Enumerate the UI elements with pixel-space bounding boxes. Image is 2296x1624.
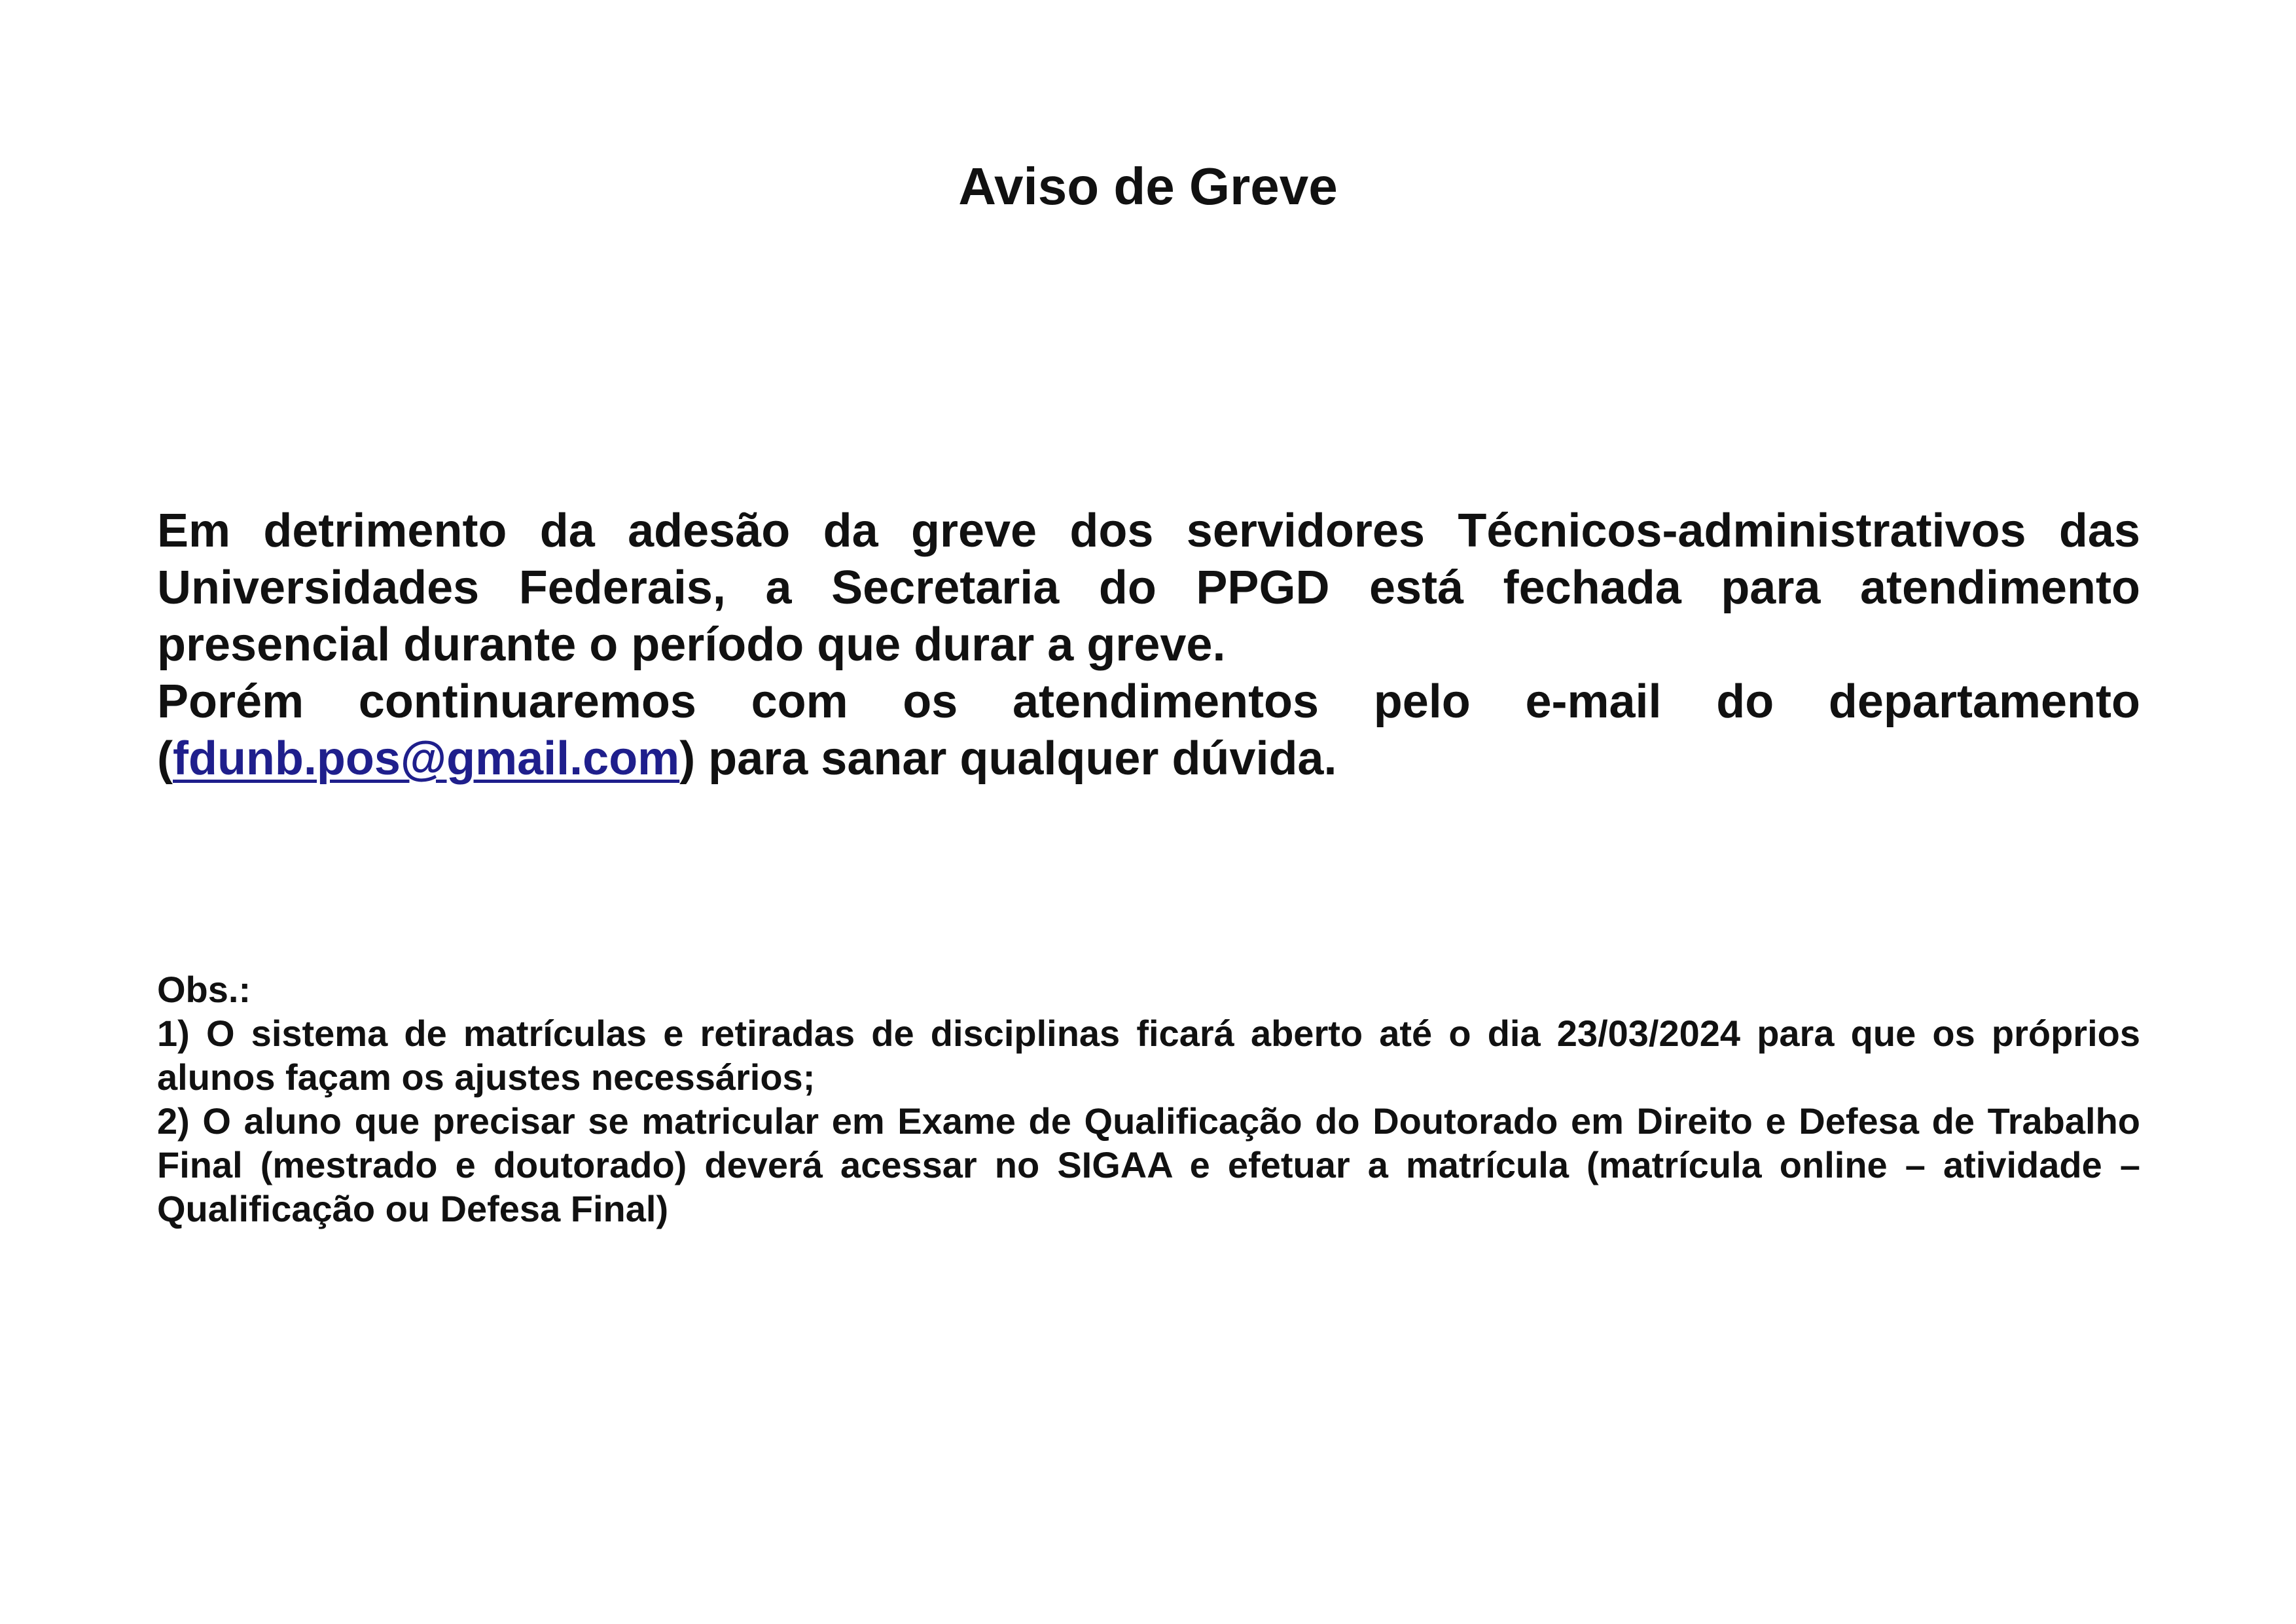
notice-paragraph-closure: Em detrimento da adesão da greve dos servidores Técnicos-administrativos das Universidades Federais, a Secretaria do PPGD está fechada para atendimento presencial durante o período que durar a greve. — [157, 505, 2140, 671]
note-item-enrollment: 1) O sistema de matrículas e retiradas de disciplinas ficará aberto até o dia 23/03/2024 para que os próprios alunos façam os ajustes necessários; — [157, 1013, 2140, 1098]
email-link[interactable]: fdunb.pos@gmail.com — [172, 732, 680, 785]
notice-paragraph-contact — [157, 674, 2140, 787]
contact-text-before: Porém continuaremos com os atendimentos pelo e-mail do departamento ( — [157, 676, 2140, 785]
notes-section — [157, 967, 2140, 1231]
notice-body — [157, 503, 2140, 787]
note-item-qualification: 2) O aluno que precisar se matricular em Exame de Qualificação do Doutorado em Direito e Defesa de Trabalho Final (mestrado e doutorado) deverá acessar no SIGAA e efetuar a matrícula (matrícula online – atividade – Qualificação ou Defesa Final) — [157, 1100, 2140, 1229]
page-title: Aviso de Greve — [958, 157, 1338, 215]
notes-heading: Obs.: — [157, 969, 251, 1010]
contact-text-after: ) para sanar qualquer dúvida. — [679, 732, 1337, 785]
